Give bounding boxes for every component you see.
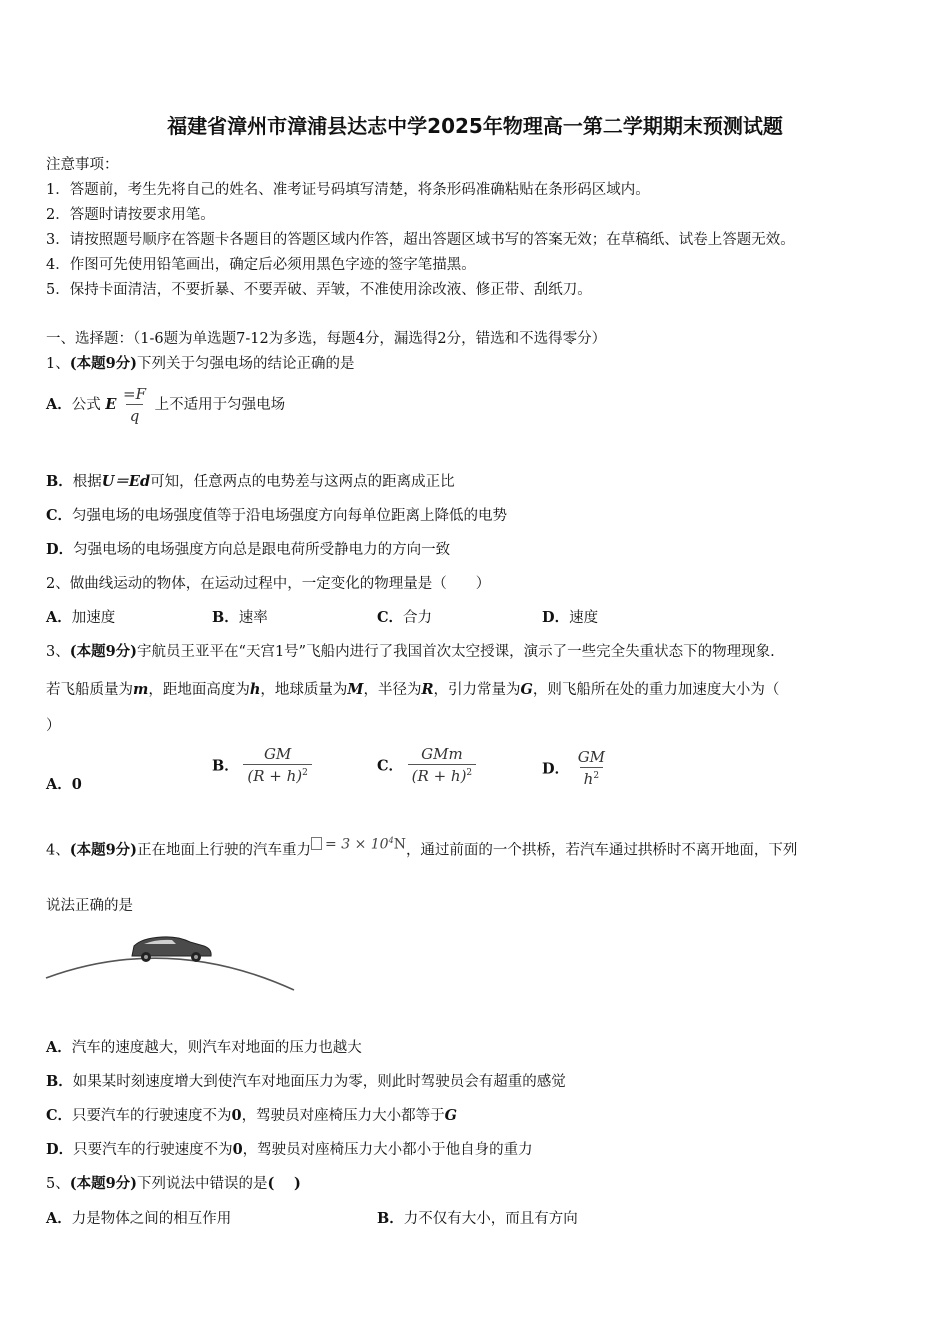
question-3-option-a: A．0 [46, 776, 82, 793]
question-1-option-c: C．匀强电场的电场强度值等于沿电场强度方向每单位距离上降低的电势 [46, 507, 508, 524]
question-1-option-b: B．根据U＝Ed可知，任意两点的电势差与这两点的距离成正比 [46, 473, 455, 490]
notice-item: 2．答题时请按要求用笔。 [46, 207, 215, 223]
formula-fraction: $\frac{=F}{q}$ [123, 385, 147, 425]
notice-heading: 注意事项： [46, 157, 119, 173]
question-2-option-d: D．速度 [542, 609, 599, 626]
question-3-option-b: B． $\frac{GM}{(R + h)^2}$ [212, 745, 312, 785]
question-3-stem-line-1: 3、(本题9分)宇航员王亚平在“天宫1号”飞船内进行了我国首次太空授课，演示了一些完全失重状态下的物理现象. [46, 643, 775, 660]
question-5-option-b: B．力不仅有大小，而且有方向 [377, 1210, 578, 1227]
question-3-stem-line-3: ） [46, 718, 61, 734]
arch-bridge-car-figure [44, 928, 304, 994]
question-2-stem: 2、做曲线运动的物体，在运动过程中，一定变化的物理量是（ ） [46, 576, 491, 592]
question-4-stem-line-2: 说法正确的是 [46, 898, 133, 914]
question-5-option-a: A．力是物体之间的相互作用 [46, 1210, 232, 1227]
question-5-stem: 5、(本题9分)下列说法中错误的是( ) [46, 1175, 301, 1192]
question-2-option-b: B．速率 [212, 609, 268, 626]
question-4-stem-line-1: 4、(本题9分)正在地面上行驶的汽车重力 = $3 \times 10^4N$，通过前面的一个拱桥，若汽车通过拱桥时不离开地面，下列 [46, 836, 798, 859]
page-title: 福建省漳州市漳浦县达志中学2025年物理高一第二学期期末预测试题 [167, 114, 783, 138]
arch-bridge-curve [46, 958, 294, 990]
question-1-option-d: D．匀强电场的电场强度方向总是跟电荷所受静电力的方向一致 [46, 541, 451, 558]
formula-fraction: $\frac{\text{GMm}}{(R + h)^2}$ [408, 745, 477, 785]
section-heading: 一、选择题：（1-6题为单选题7-12为多选，每题4分，漏选得2分，错选和不选得零分） [46, 331, 607, 347]
notice-item: 4．作图可先使用铅笔画出，确定后必须用黑色字迹的签字笔描黑。 [46, 257, 476, 273]
question-2-option-c: C．合力 [377, 609, 433, 626]
notice-item: 5．保持卡面清洁，不要折暴、不要弄破、弄皱，不准使用涂改液、修正带、刮纸刀。 [46, 282, 592, 298]
question-3-stem-line-2: 若飞船质量为m，距地面高度为h，地球质量为M，半径为R，引力常量为G，则飞船所在处的重力加速度大小为（ [46, 681, 780, 698]
question-1-stem: 1、(本题9分)下列关于匀强电场的结论正确的是 [46, 355, 355, 372]
question-3-option-c: C． $\frac{\text{GMm}}{(R + h)^2}$ [377, 745, 476, 785]
notice-item: 3．请按照题号顺序在答题卡各题目的答题区域内作答，超出答题区域书写的答案无效；在草稿纸、试卷上答题无效。 [46, 232, 795, 248]
question-4-option-b: B．如果某时刻速度增大到使汽车对地面压力为零，则此时驾驶员会有超重的感觉 [46, 1073, 566, 1090]
question-4-option-c: C．只要汽车的行驶速度不为0，驾驶员对座椅压力大小都等于G [46, 1107, 458, 1124]
question-2-option-a: A．加速度 [46, 609, 116, 626]
question-4-option-a: A．汽车的速度越大，则汽车对地面的压力也越大 [46, 1039, 362, 1056]
formula-fraction: $\frac{GM}{(R + h)^2}$ [243, 745, 312, 785]
question-1-option-a: A．公式 E $\frac{=F}{q}$ 上不适用于匀强电场 [46, 385, 286, 425]
formula-image: = $3 \times 10^4N$ [311, 836, 406, 853]
formula-fraction: $\frac{GM}{h^2}$ [577, 748, 606, 788]
notice-item: 1．答题前，考生先将自己的姓名、准考证号码填写清楚，将条形码准确粘贴在条形码区域内。 [46, 182, 650, 198]
question-4-option-d: D．只要汽车的行驶速度不为0，驾驶员对座椅压力大小都小于他自身的重力 [46, 1141, 533, 1158]
question-3-option-d: D． $\frac{GM}{h^2}$ [542, 748, 609, 788]
